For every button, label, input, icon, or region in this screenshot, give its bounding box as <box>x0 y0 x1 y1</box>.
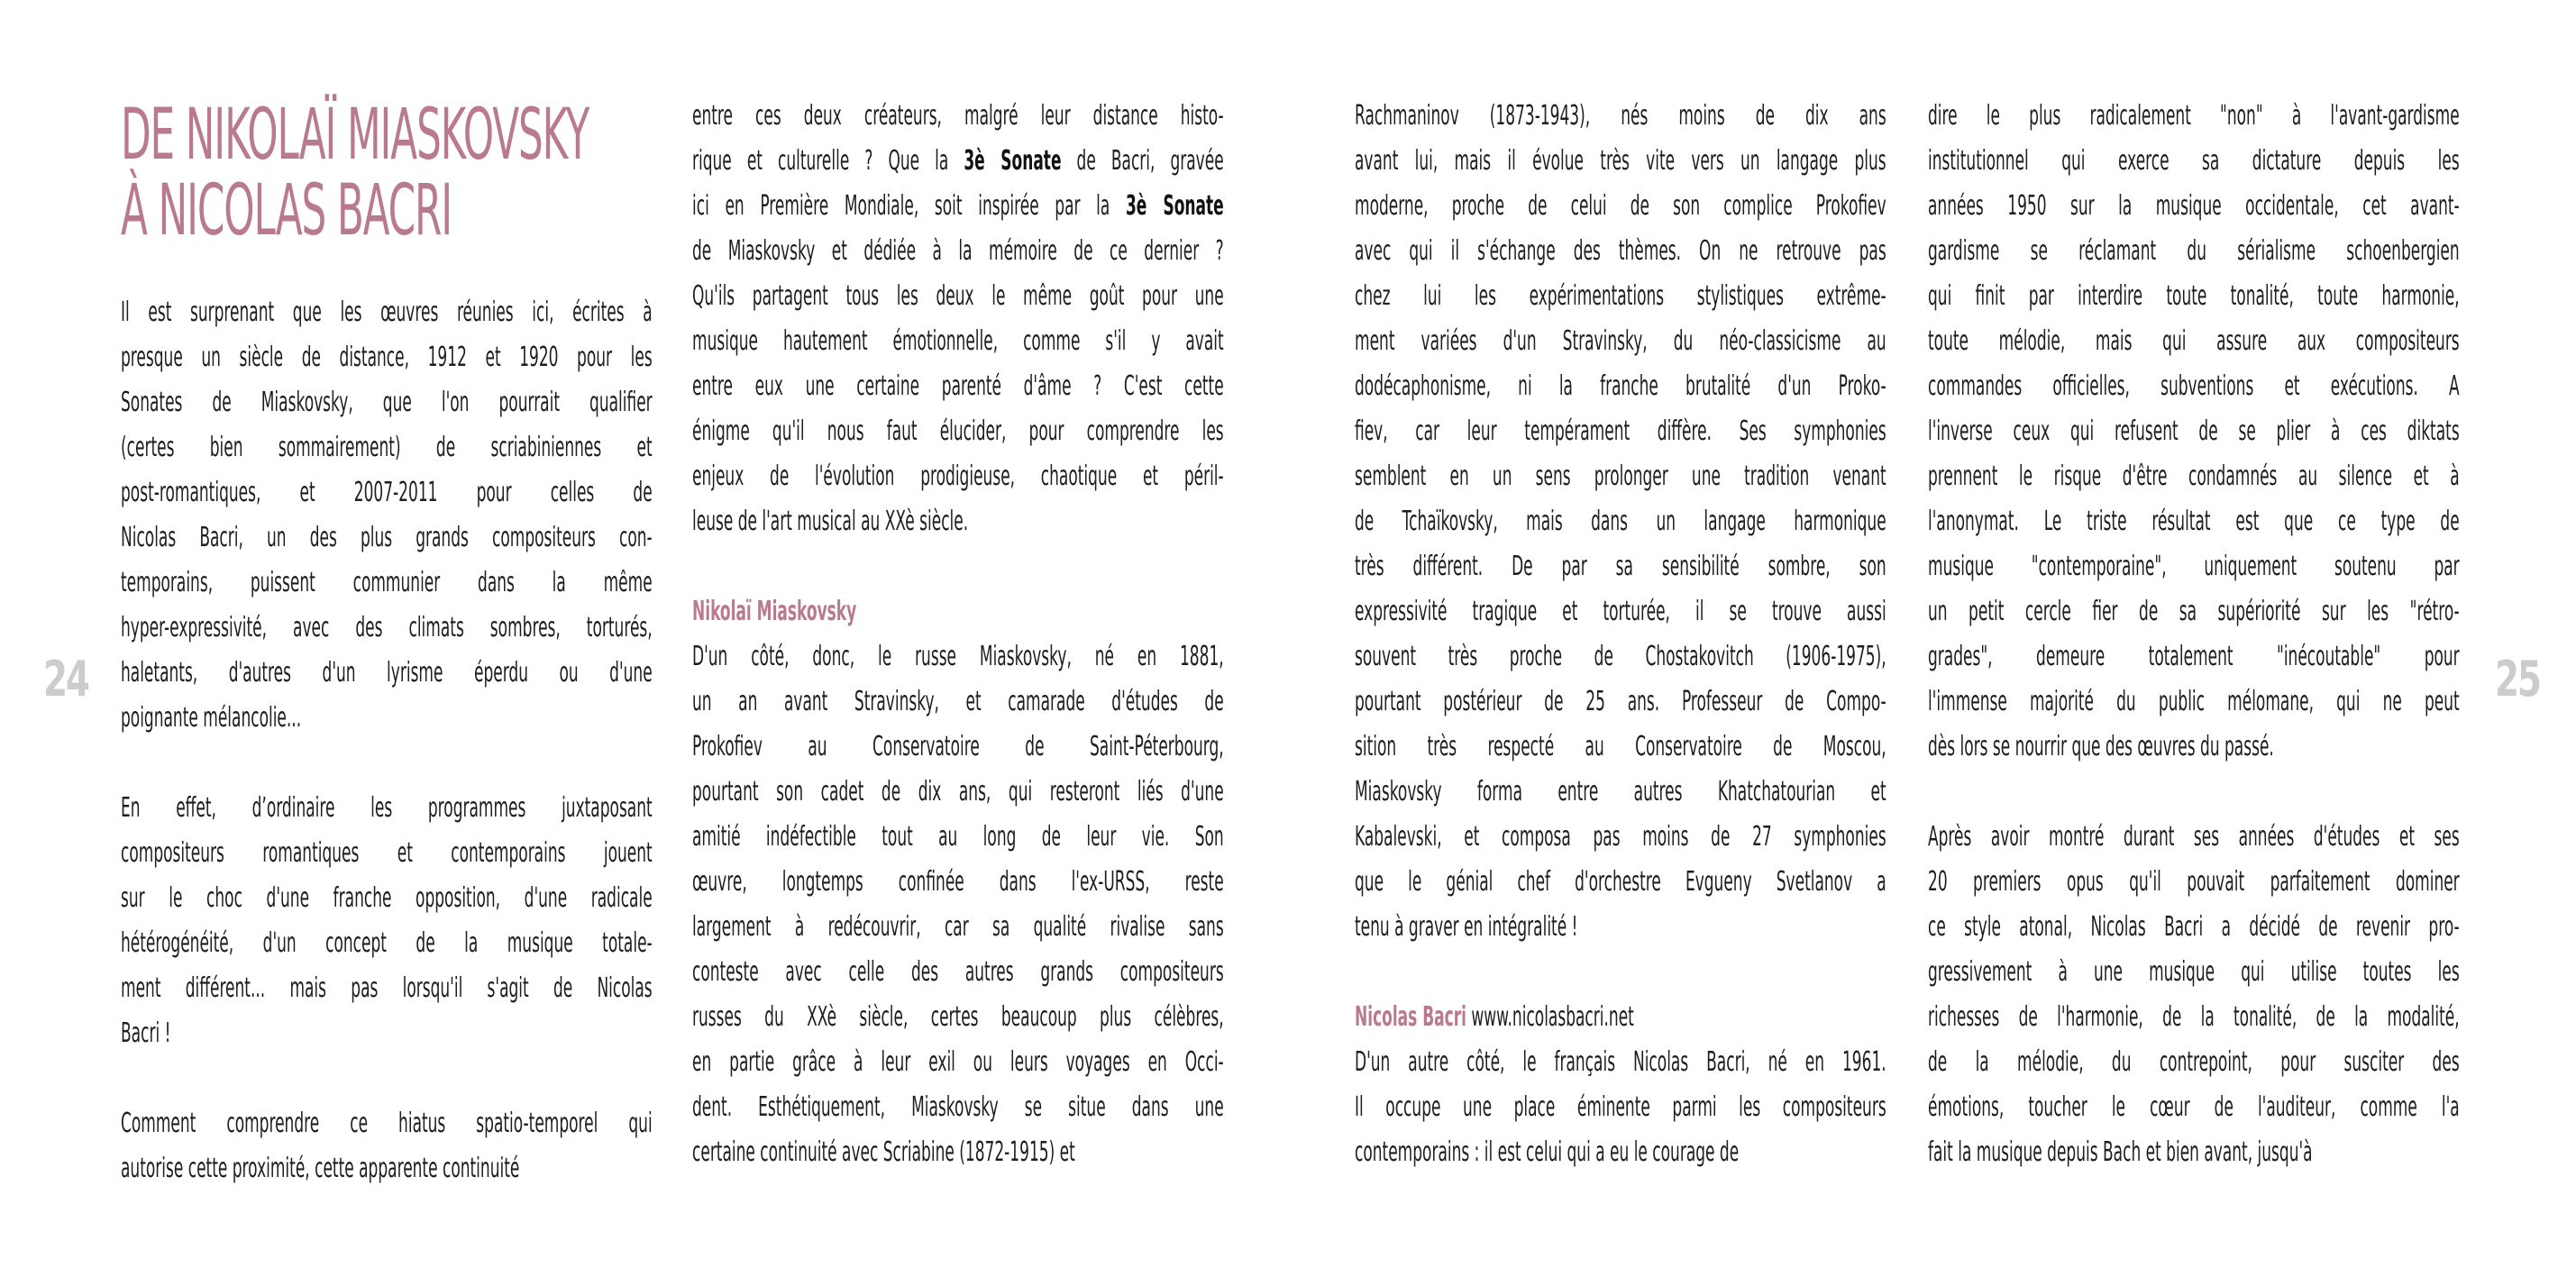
text-line: pourtant son cadet de dix ans, qui resteront liés d'une <box>692 776 1224 807</box>
text-line: qui finit par interdire toute tonalité, toute harmonie, <box>1928 280 2460 312</box>
text-line: D'un côté, donc, le russe Miaskovsky, né en 1881, <box>692 641 1224 672</box>
text-line: dès lors se nourrir que des œuvres du passé. <box>1928 731 2274 762</box>
bold-work-title: 3è Sonate <box>1125 190 1224 222</box>
text-line: fait la musique depuis Bach et bien avant, jusqu'à <box>1928 1136 2313 1168</box>
text-line: russes du XXè siècle, certes beaucoup plus célèbres, <box>692 1001 1224 1033</box>
text-line: Sonates de Miaskovsky, que l'on pourrait qualifier <box>121 387 653 418</box>
column-2 <box>692 94 1224 1175</box>
text-line: Il est surprenant que les œuvres réunies ici, écrites à <box>121 296 653 328</box>
text-line: Prokofiev au Conservatoire de Saint-Péterbourg, <box>692 731 1224 762</box>
text-line: moderne, proche de celui de son complice Prokofiev <box>1355 190 1886 222</box>
text-line: avec qui il s'échange des thèmes. On ne retrouve pas <box>1355 235 1886 267</box>
text-line: enjeux de l'évolution prodigieuse, chaotique et péril- <box>692 461 1224 492</box>
text-line: Qu'ils partagent tous les deux le même goût pour une <box>692 280 1224 312</box>
text-line: années 1950 sur la musique occidentale, cet avant- <box>1928 190 2460 222</box>
text-line: un an avant Stravinsky, et camarade d'études de <box>692 686 1224 717</box>
bold-work-title: 3è Sonate <box>964 145 1062 177</box>
paragraph-gap <box>1355 950 1886 995</box>
text-line: grades", demeure totalement "inécoutable" pour <box>1928 641 2460 672</box>
text-line: expressivité tragique et torturée, il se trouve aussi <box>1355 596 1886 627</box>
paragraph-gap <box>121 1056 653 1101</box>
text-line: amitié indéfectible tout au long de leur vie. Son <box>692 821 1224 853</box>
text-line: post-romantiques, et 2007-2011 pour celles de <box>121 477 653 508</box>
text-line: entre eux une certaine parenté d'âme ? C'est cette <box>692 370 1224 402</box>
text-line: l'anonymat. Le triste résultat est que ce type de <box>1928 506 2460 537</box>
text-line: contemporains : il est celui qui a eu le courage de <box>1355 1136 1740 1168</box>
section-heading-text: Nikolaï Miaskovsky <box>692 596 857 627</box>
text-line: poignante mélancolie... <box>121 702 302 734</box>
text-line: prennent le risque d'être condamnés au silence et à <box>1928 461 2460 492</box>
text-line: temporains, puissent communier dans la même <box>121 567 653 598</box>
text-line: chez lui les expérimentations stylistiques extrême- <box>1355 280 1886 312</box>
text-line: gressivement à une musique qui utilise toutes les <box>1928 956 2460 988</box>
text-line: souvent très proche de Chostakovitch (1906-1975), <box>1355 641 1886 672</box>
text-line: avant lui, mais il évolue très vite vers un langage plus <box>1355 145 1886 177</box>
text-line: toute mélodie, mais qui assure aux compositeurs <box>1928 325 2460 357</box>
text-line: entre ces deux créateurs, malgré leur distance histo- <box>692 100 1224 132</box>
section-heading-miaskovsky <box>692 589 1224 634</box>
text-line: Comment comprendre ce hiatus spatio-temporel qui <box>121 1108 653 1139</box>
page-number-right: 25 <box>2495 651 2540 707</box>
text-line: de Tchaïkovsky, mais dans un langage harmonique <box>1355 506 1886 537</box>
text-line: l'immense majorité du public mélomane, qui ne peut <box>1928 686 2460 717</box>
text-line: 20 premiers opus qu'il pouvait parfaitement dominer <box>1928 866 2460 898</box>
paragraph-gap <box>692 544 1224 589</box>
text-line: D'un autre côté, le français Nicolas Bacri, né en 1961. <box>1355 1046 1886 1078</box>
text-line: certaine continuité avec Scriabine (1872-1915) et <box>692 1136 1075 1168</box>
paragraph <box>121 786 653 1056</box>
paragraph <box>121 1101 653 1191</box>
section-heading-bacri <box>1355 995 1886 1040</box>
column-1 <box>121 97 653 1191</box>
text-line: dent. Esthétiquement, Miaskovsky se situe dans une <box>692 1091 1224 1123</box>
section-heading-text: Nicolas Bacri <box>1355 1001 1466 1033</box>
column-3 <box>1355 94 1886 1175</box>
text-line: en partie grâce à leur exil ou leurs voyages en Occi- <box>692 1046 1224 1078</box>
text-line: tenu à graver en intégralité ! <box>1355 911 1578 943</box>
text-line <box>692 139 1224 184</box>
title-line-1: DE NIKOLAÏ MIASKOVSKY <box>121 95 589 176</box>
text-line: fiev, car leur tempérament diffère. Ses symphonies <box>1355 415 1886 447</box>
text-line: dodécaphonisme, ni la franche brutalité d'un Proko- <box>1355 370 1886 402</box>
paragraph-gap <box>1928 770 2460 815</box>
paragraph <box>1928 815 2460 1175</box>
text-line: En effet, d’ordinaire les programmes juxtaposant <box>121 792 653 824</box>
text-line: gardisme se réclamant du sérialisme schoenbergien <box>1928 235 2460 267</box>
text-line: ment variées d'un Stravinsky, du néo-classicisme au <box>1355 325 1886 357</box>
paragraph <box>1355 94 1886 950</box>
text-line: hétérogénéité, d'un concept de la musique totale- <box>121 927 653 959</box>
text-line: Rachmaninov (1873-1943), nés moins de dix ans <box>1355 100 1886 132</box>
text-lines <box>692 229 1224 544</box>
text-line: autorise cette proximité, cette apparente continuité <box>121 1153 520 1184</box>
text-line: un petit cercle fier de sa supériorité sur les "rétro- <box>1928 596 2460 627</box>
text-line: œuvre, longtemps confinée dans l'ex-URSS, reste <box>692 866 1224 898</box>
text-line: haletants, d'autres d'un lyrisme éperdu ou d'une <box>121 657 653 689</box>
article-title <box>121 97 656 249</box>
text-line: pourtant postérieur de 25 ans. Professeur de Compo- <box>1355 686 1886 717</box>
text-line: sition très respecté au Conservatoire de Moscou, <box>1355 731 1886 762</box>
text-line: commandes officielles, subventions et exécutions. A <box>1928 370 2460 402</box>
text-line: de Miaskovsky et dédiée à la mémoire de ce dernier ? <box>692 235 1224 267</box>
text-line: énigme qu'il nous faut élucider, pour comprendre les <box>692 415 1224 447</box>
paragraph <box>1355 1040 1886 1175</box>
text-line: largement à redécouvrir, car sa qualité rivalise sans <box>692 911 1224 943</box>
paragraph <box>692 634 1224 1175</box>
text-line: ce style atonal, Nicolas Bacri a décidé de revenir pro- <box>1928 911 2460 943</box>
text-line: sur le choc d'une franche opposition, d'une radicale <box>121 882 653 914</box>
text-line: presque un siècle de distance, 1912 et 1920 pour les <box>121 342 653 373</box>
text-line: conteste avec celle des autres grands compositeurs <box>692 956 1224 988</box>
text-line: Il occupe une place éminente parmi les compositeurs <box>1355 1091 1886 1123</box>
paragraph <box>692 94 1224 544</box>
text-line: que le génial chef d'orchestre Evgueny Svetlanov a <box>1355 866 1886 898</box>
text-line: institutionnel qui exerce sa dictature depuis les <box>1928 145 2460 177</box>
text-line: Bacri ! <box>121 1017 171 1049</box>
text-line: compositeurs romantiques et contemporains jouent <box>121 837 653 869</box>
paragraph <box>1928 94 2460 770</box>
paragraph <box>121 290 653 741</box>
text-line: ment différent... mais pas lorsqu'il s'agit de Nicolas <box>121 972 653 1004</box>
text-line: semblent en un sens prolonger une tradition venant <box>1355 461 1886 492</box>
text-line: Après avoir montré durant ses années d'études et ses <box>1928 821 2460 853</box>
text-line: Miaskovsky forma entre autres Khatchatourian et <box>1355 776 1886 807</box>
text-line: leuse de l'art musical au XXè siècle. <box>692 506 969 537</box>
text-span: rique et culturelle ? Que la <box>692 145 964 177</box>
text-line: (certes bien sommairement) de scriabiniennes et <box>121 432 653 463</box>
text-line: Kabalevski, et composa pas moins de 27 symphonies <box>1355 821 1886 853</box>
paragraph-gap <box>121 741 653 786</box>
text-line: hyper-expressivité, avec des climats sombres, torturés, <box>121 612 653 643</box>
text-line: musique "contemporaine", uniquement soutenu par <box>1928 551 2460 582</box>
title-line-2: À NICOLAS BACRI <box>121 170 452 251</box>
column-4 <box>1928 94 2460 1175</box>
text-line: émotions, toucher le cœur de l'auditeur, comme l'a <box>1928 1091 2460 1123</box>
text-line: l'inverse ceux qui refusent de se plier à ces diktats <box>1928 415 2460 447</box>
text-span: de Bacri, gravée <box>1061 145 1224 177</box>
text-line <box>692 184 1224 229</box>
website-link[interactable]: www.nicolasbacri.net <box>1471 1001 1634 1033</box>
page-number-left: 24 <box>43 651 88 707</box>
text-span: ici en Première Mondiale, soit inspirée par la <box>692 190 1126 222</box>
text-line: Nicolas Bacri, un des plus grands compositeurs con- <box>121 522 653 553</box>
text-line: très différent. De par sa sensibilité sombre, son <box>1355 551 1886 582</box>
text-line: richesses de l'harmonie, de la tonalité, de la modalité, <box>1928 1001 2460 1033</box>
text-line: musique hautement émotionnelle, comme s'il y avait <box>692 325 1224 357</box>
text-line: dire le plus radicalement "non" à l'avant-gardisme <box>1928 100 2460 132</box>
text-line: de la mélodie, du contrepoint, pour susciter des <box>1928 1046 2460 1078</box>
